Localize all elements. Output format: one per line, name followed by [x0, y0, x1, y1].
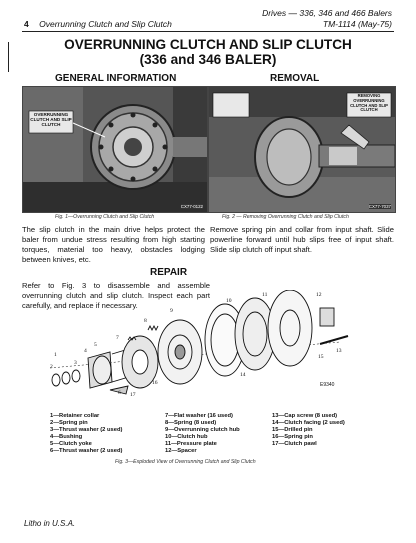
- fig1-photo-label: OVERRUNNING CLUTCH AND SLIP CLUTCH: [30, 112, 72, 128]
- section-name: Overrunning Clutch and Slip Clutch: [39, 19, 172, 29]
- fig1-photo-image: [23, 87, 207, 212]
- fig2-caption: Fig. 2 — Removing Overrunning Clutch and Slip Clutch: [222, 214, 349, 220]
- fig1-photo: [22, 86, 208, 213]
- fig2-photo-label: REMOVING OVERRUNNING CLUTCH AND SLIP CLUTCH: [350, 93, 388, 113]
- legend-item: 2—Spring pin: [50, 420, 88, 426]
- fig1-photo-code: CX77-0122: [180, 204, 203, 209]
- removal-text: Remove spring pin and collar from input shaft. Slide powerline forward until hub slips free of input shaft. Slide slip clutch off input shaft.: [210, 225, 394, 254]
- callout-12: 12: [316, 292, 322, 298]
- callout-6: 6: [118, 390, 121, 396]
- legend-item: 3—Thrust washer (2 used): [50, 427, 123, 433]
- legend-item: 11—Pressure plate: [165, 441, 217, 447]
- callout-5: 5: [94, 342, 97, 348]
- callout-17: 17: [130, 392, 136, 398]
- legend-item: 10—Clutch hub: [165, 434, 208, 440]
- general-information-text: The slip clutch in the main drive helps protect the baler from undue stress resulting from high starting torques, material too heavy, obstacles lodging between knives, etc.: [22, 225, 205, 264]
- header-manual-title: Drives — 336, 346 and 466 Balers: [262, 8, 392, 18]
- callout-15: 15: [318, 354, 324, 360]
- legend-item: 6—Thrust washer (2 used): [50, 448, 123, 454]
- fig2-photo-code: CX77-7037: [368, 204, 391, 209]
- legend-item: 7—Flat washer (16 used): [165, 413, 233, 419]
- removal-heading: REMOVAL: [270, 73, 320, 84]
- page-title: [0, 37, 416, 67]
- parts-legend-col2: [165, 413, 240, 455]
- legend-item: 13—Cap screw (8 used): [272, 413, 338, 419]
- fig3-code: E9340: [320, 382, 335, 388]
- running-header: [262, 8, 392, 30]
- section-header: [24, 19, 172, 29]
- callout-14: 14: [240, 372, 246, 378]
- callout-7: 7: [116, 335, 119, 341]
- callout-16: 16: [152, 380, 158, 386]
- fig2-photo: [208, 86, 396, 213]
- callout-1: 1: [54, 352, 57, 358]
- title-line-2: (336 and 346 BALER): [139, 52, 277, 67]
- general-information-heading: GENERAL INFORMATION: [55, 73, 177, 84]
- repair-text: Refer to Fig. 3 to disassemble and assemble overrunning clutch and slip clutch. Inspect each part carefully, and replace if necessary.: [22, 281, 210, 310]
- parts-legend-col3: [272, 413, 345, 448]
- legend-item: 4—Bushing: [50, 434, 83, 440]
- callout-10: 10: [226, 298, 232, 304]
- header-manual-code: TM-1114 (May-75): [322, 19, 392, 29]
- fig3-caption: Fig. 3—Exploded View of Overrunning Clutch and Slip Clutch: [115, 459, 256, 465]
- callout-9: 9: [170, 308, 173, 314]
- title-line-1: OVERRUNNING CLUTCH AND SLIP CLUTCH: [64, 37, 352, 52]
- callout-4: 4: [84, 348, 87, 354]
- legend-item: 9—Overrunning clutch hub: [165, 427, 240, 433]
- legend-item: 8—Spring (8 used): [165, 420, 217, 426]
- callout-8: 8: [144, 318, 147, 324]
- legend-item: 14—Clutch facing (2 used): [272, 420, 345, 426]
- callout-3: 3: [74, 360, 77, 366]
- callout-2: 2: [50, 364, 53, 370]
- callout-11: 11: [262, 292, 268, 298]
- callout-13: 13: [336, 348, 342, 354]
- legend-item: 12—Spacer: [165, 448, 197, 454]
- legend-item: 1—Retainer collar: [50, 413, 100, 419]
- header-rule: [22, 31, 394, 32]
- parts-legend-col1: [50, 413, 122, 455]
- page-number: 4: [24, 19, 29, 29]
- fig3-exploded-diagram: [40, 290, 375, 405]
- fig1-caption: Fig. 1—Overrunning Clutch and Slip Clutch: [55, 214, 155, 220]
- legend-item: 15—Drilled pin: [272, 427, 313, 433]
- footer-litho: Litho in U.S.A.: [24, 519, 76, 528]
- legend-item: 5—Clutch yoke: [50, 441, 92, 447]
- legend-item: 17—Clutch pawl: [272, 441, 317, 447]
- legend-item: 16—Spring pin: [272, 434, 313, 440]
- repair-heading: REPAIR: [150, 267, 188, 278]
